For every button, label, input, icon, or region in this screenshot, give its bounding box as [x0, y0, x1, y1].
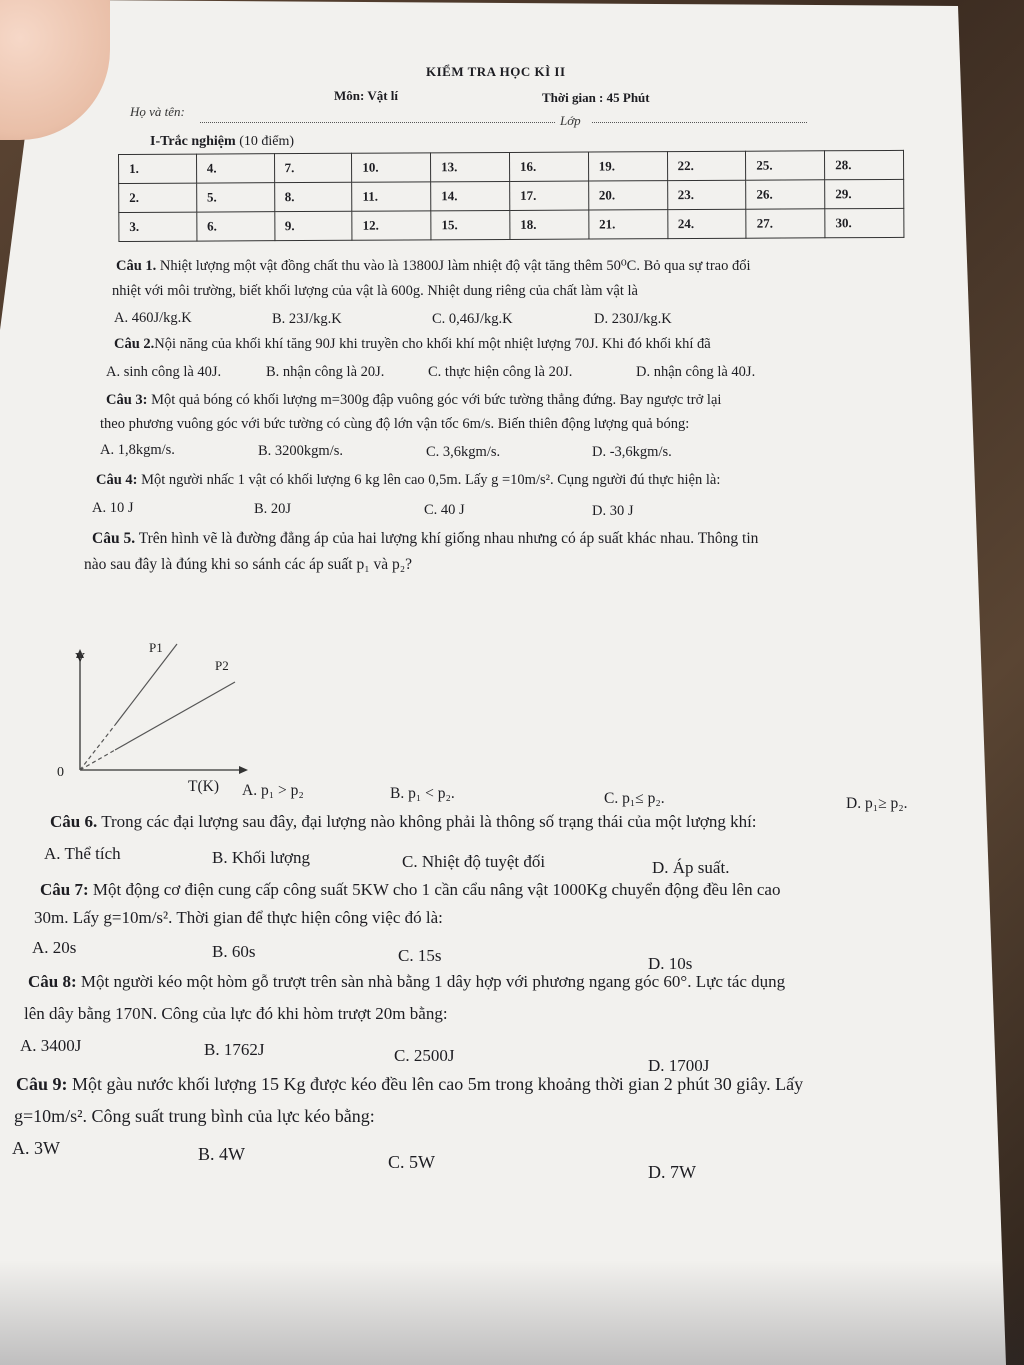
answer-cell: 7.: [274, 153, 352, 182]
question-6-line-1: [50, 812, 757, 832]
question-7-option-a: A. 20s: [32, 938, 77, 957]
question-2-option-d: D. nhận công là 40J.: [636, 364, 756, 380]
question-1-text-2: nhiệt với môi trường, biết khối lượng của vật là 600g. Nhiệt dung riêng của chất làm vật là: [112, 283, 638, 299]
answer-cell: 9.: [274, 211, 352, 240]
question-8-option-c: C. 2500J: [394, 1046, 455, 1065]
question-9-option-b: B. 4W: [198, 1144, 245, 1164]
question-1-label: Câu 1.: [116, 258, 157, 274]
v-axis-label: V: [75, 651, 86, 666]
question-3-line-1: [106, 392, 721, 409]
name-label: Họ và tên:: [130, 104, 185, 119]
answer-row: [119, 150, 904, 183]
answer-cell: 8.: [274, 182, 352, 211]
question-7-text-1: Một động cơ điện cung cấp công suất 5KW cho 1 cần cẩu nâng vật 1000Kg chuyển động đều lên cao: [92, 880, 781, 899]
question-9-option-a: A. 3W: [12, 1138, 60, 1158]
answer-cell: 27.: [746, 209, 825, 238]
class-label: Lớp: [560, 113, 581, 128]
question-3-text-2: theo phương vuông góc với bức tường có cùng độ lớn vận tốc 6m/s. Biến thiên động lượng quả bóng:: [100, 416, 690, 432]
answer-cell: 1.: [119, 154, 197, 183]
question-4-option-c: C. 40 J: [424, 502, 465, 518]
question-9-text-1: Một gàu nước khối lượng 15 Kg được kéo đều lên cao 5m trong khoảng thời gian 2 phút 30 giây. Lấy: [72, 1074, 804, 1094]
question-1-option-b: B. 23J/kg.K: [272, 311, 342, 327]
answer-cell: 21.: [588, 210, 667, 239]
question-7-option-b: B. 60s: [212, 942, 256, 961]
question-6-option-c: C. Nhiệt độ tuyệt đối: [402, 852, 546, 871]
subject-label: Môn: Vật lí: [334, 88, 399, 103]
answer-cell: 4.: [196, 154, 274, 183]
answer-cell: 17.: [510, 181, 589, 210]
question-9-text-2: g=10m/s². Công suất trung bình của lực kéo bằng:: [14, 1106, 375, 1126]
time-label: Thời gian : 45 Phút: [542, 90, 650, 105]
answer-cell: 14.: [431, 181, 510, 210]
answer-cell: 3.: [119, 212, 197, 241]
isobar-p1: [115, 644, 177, 725]
question-8-line-1: [28, 972, 785, 992]
question-4-option-b: B. 20J: [254, 501, 292, 517]
answer-grid: [118, 150, 904, 242]
answer-cell: 10.: [352, 153, 431, 182]
question-4-label: Câu 4:: [96, 472, 138, 488]
answer-cell: 19.: [588, 152, 667, 181]
question-2-text-1: Nội năng của khối khí tăng 90J khi truyền cho khối khí một nhiệt lượng 70J. Khi đó khối khí đã: [154, 336, 711, 352]
answer-cell: 13.: [431, 152, 510, 181]
answer-cell: 24.: [667, 209, 746, 238]
answer-cell: 16.: [509, 152, 588, 181]
answer-cell: 29.: [825, 179, 904, 208]
question-3-option-c: C. 3,6kgm/s.: [426, 444, 501, 460]
question-7-label: Câu 7:: [40, 880, 89, 899]
question-9-label: Câu 9:: [16, 1074, 68, 1094]
t-axis-label: T(K): [188, 778, 219, 795]
answer-row: [119, 179, 904, 212]
exam-title: KIỂM TRA HỌC KÌ II: [426, 64, 566, 79]
question-7-option-c: C. 15s: [398, 946, 442, 965]
answer-cell: 12.: [352, 211, 431, 240]
question-3-text-1: Một quả bóng có khối lượng m=300g đập vuông góc với bức tường thẳng đứng. Bay ngược trở lại: [151, 392, 722, 408]
question-6-text-1: Trong các đại lượng sau đây, đại lượng nào không phải là thông số trạng thái của một lượng khí:: [101, 812, 757, 831]
answer-cell: 28.: [825, 150, 904, 179]
question-8-text-1: Một người kéo một hòm gỗ trượt trên sàn nhà bằng 1 dây hợp với phương ngang góc 60°. Lực tác dụng: [80, 972, 786, 991]
answer-cell: 30.: [825, 208, 904, 237]
question-8-option-a: A. 3400J: [20, 1036, 82, 1055]
question-5-text-1: Trên hình vẽ là đường đẳng áp của hai lượng khí giống nhau nhưng có áp suất khác nhau. Thông tin: [138, 530, 759, 547]
question-6-label: Câu 6.: [50, 812, 98, 831]
question-4-option-a: A. 10 J: [92, 500, 134, 516]
question-2-option-b: B. nhận công là 20J.: [266, 364, 385, 380]
answer-cell: 5.: [196, 183, 274, 212]
answer-cell: 6.: [197, 212, 275, 241]
question-3-option-b: B. 3200kgm/s.: [258, 443, 343, 459]
answer-row: [119, 208, 904, 241]
question-9-line-1: [16, 1074, 803, 1095]
question-6-option-b: B. Khối lượng: [212, 848, 311, 867]
question-2-line-1: [114, 336, 711, 353]
question-1-line-1: [116, 258, 751, 275]
question-6-option-a: A. Thể tích: [44, 844, 121, 863]
question-4-line-1: [96, 472, 720, 489]
section-heading: [150, 134, 294, 150]
paper-shadow: [0, 1260, 1024, 1365]
isobar-p1-extrapolation: [80, 725, 115, 770]
answer-cell: 22.: [667, 151, 746, 180]
answer-cell: 18.: [510, 210, 589, 239]
answer-cell: 11.: [352, 182, 431, 211]
question-8-label: Câu 8:: [28, 972, 77, 991]
question-5-label: Câu 5.: [92, 530, 136, 547]
question-4-text-1: Một người nhấc 1 vật có khối lượng 6 kg lên cao 0,5m. Lấy g =10m/s². Cụng người đú thực hiện là:: [141, 472, 721, 488]
question-3-option-a: A. 1,8kgm/s.: [100, 442, 175, 458]
question-8-option-b: B. 1762J: [204, 1040, 265, 1059]
class-line: [592, 122, 807, 123]
isobar-p2: [115, 682, 235, 750]
question-7-text-2: 30m. Lấy g=10m/s². Thời gian để thực hiện công việc đó là:: [34, 908, 443, 927]
answer-cell: 20.: [588, 181, 667, 210]
answer-cell: 2.: [119, 183, 197, 212]
question-6-option-d: D. Áp suất.: [652, 858, 730, 877]
origin-label: 0: [57, 765, 64, 780]
question-5-option-c: C. p₁≤ p₂.: [604, 790, 665, 807]
question-2-option-a: A. sinh công là 40J.: [106, 364, 222, 380]
isobar-diagram: [55, 630, 265, 805]
question-9-option-c: C. 5W: [388, 1152, 435, 1172]
answer-cell: 26.: [746, 180, 825, 209]
answer-cell: 23.: [667, 180, 746, 209]
question-7-option-d: D. 10s: [648, 954, 693, 973]
question-8-text-2: lên dây bằng 170N. Công của lực đó khi hòm trượt 20m bằng:: [24, 1004, 448, 1023]
question-5-text-2: nào sau đây là đúng khi so sánh các áp suất p₁ và p₂?: [84, 556, 413, 573]
question-4-option-d: D. 30 J: [592, 503, 634, 519]
p2-label: P2: [215, 658, 229, 673]
question-1-option-d: D. 230J/kg.K: [594, 311, 672, 327]
answer-cell: 15.: [431, 210, 510, 239]
isobar-p2-extrapolation: [80, 750, 115, 770]
question-1-option-a: A. 460J/kg.K: [114, 310, 192, 326]
section-title: I-Trắc nghiệm: [150, 134, 236, 149]
t-axis-arrow: [239, 766, 248, 774]
question-9-option-d: D. 7W: [648, 1162, 696, 1182]
p1-label: P1: [149, 640, 163, 655]
question-5-line-1: [92, 530, 758, 548]
question-1-option-c: C. 0,46J/kg.K: [432, 311, 513, 327]
question-7-line-1: [40, 880, 780, 900]
question-8-option-d: D. 1700J: [648, 1056, 710, 1075]
question-3-option-d: D. -3,6kgm/s.: [592, 444, 672, 460]
name-line: [200, 122, 555, 123]
section-points: (10 điểm): [239, 134, 295, 149]
question-5-option-b: B. p₁ < p₂.: [390, 785, 455, 802]
question-2-label: Câu 2.: [114, 336, 155, 352]
question-5-option-a: A. p₁ > p₂: [242, 782, 304, 799]
question-2-option-c: C. thực hiện công là 20J.: [428, 364, 573, 380]
question-1-text-1: Nhiệt lượng một vật đồng chất thu vào là 13800J làm nhiệt độ vật tăng thêm 50⁰C. Bỏ qua sự trao đổi: [159, 258, 751, 274]
answer-cell: 25.: [746, 151, 825, 180]
question-3-label: Câu 3:: [106, 392, 148, 408]
question-5-option-d: D. p₁≥ p₂.: [846, 795, 908, 812]
